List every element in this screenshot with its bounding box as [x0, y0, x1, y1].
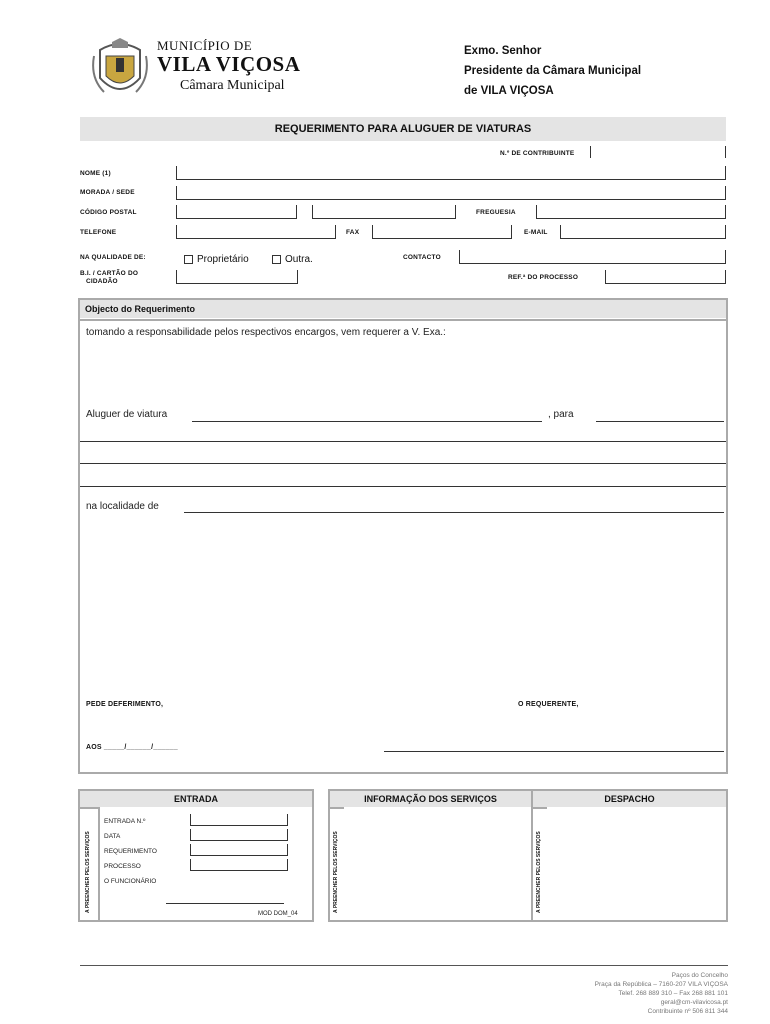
contribuinte-field[interactable]: [590, 146, 726, 158]
freguesia-label: FREGUESIA: [476, 209, 516, 216]
municipality-name: VILA VIÇOSA: [157, 52, 301, 76]
nome-field[interactable]: [176, 166, 726, 180]
para-label: , para: [548, 409, 574, 420]
entrada-side-label: A PREENCHER PELOS SERVIÇOS: [85, 831, 91, 913]
objecto-intro: tomando a responsabilidade pelos respectivos encargos, vem requerer a V. Exa.:: [86, 327, 446, 338]
despacho-section: [531, 789, 728, 922]
outra-checkbox[interactable]: [272, 255, 281, 264]
codigo-postal-field[interactable]: [176, 205, 297, 219]
writing-line-1[interactable]: [80, 441, 726, 442]
bi-label-line1: B.I. / CARTÃO DO: [80, 270, 139, 277]
footer-line-4: geral@cm-vilavicosa.pt: [660, 999, 728, 1006]
outra-label: Outra.: [285, 254, 313, 265]
contacto-label: CONTACTO: [403, 254, 441, 261]
o-requerente: O REQUERENTE,: [518, 701, 579, 708]
informacao-heading: INFORMAÇÃO DOS SERVIÇOS: [330, 791, 531, 807]
entrada-numero-field[interactable]: [190, 814, 288, 826]
municipal-coat-of-arms-logo: [90, 38, 150, 102]
codigo-postal-label: CÓDIGO POSTAL: [80, 209, 137, 216]
aluguer-label: Aluguer de viatura: [86, 409, 168, 420]
entrada-item-processo: PROCESSO: [104, 863, 141, 870]
entrada-heading: ENTRADA: [80, 791, 312, 807]
entrada-item-data: DATA: [104, 833, 121, 840]
localidade-line[interactable]: [184, 512, 724, 513]
localidade-postal-field[interactable]: [312, 205, 456, 219]
entrada-requerimento-field[interactable]: [190, 844, 288, 856]
nome-label: NOME (1): [80, 170, 111, 177]
email-label: E-MAIL: [524, 229, 548, 236]
informacao-side-label: A PREENCHER PELOS SERVIÇOS: [333, 831, 339, 913]
telefone-label: TELEFONE: [80, 229, 117, 236]
writing-line-3[interactable]: [80, 486, 726, 487]
footer-line-5: Contribuinte nº 506 811 344: [647, 1008, 728, 1015]
ref-processo-field[interactable]: [605, 270, 726, 284]
footer-line-3: Telef. 268 889 310 – Fax 268 881 101: [618, 990, 728, 997]
municipality-subtitle: Câmara Municipal: [180, 78, 285, 93]
contribuinte-label: N.º DE CONTRIBUINTE: [500, 150, 575, 157]
objecto-section: [78, 298, 728, 774]
entrada-data-field[interactable]: [190, 829, 288, 841]
outra-option[interactable]: [272, 254, 313, 265]
footer-divider: [80, 965, 728, 966]
proprietario-checkbox[interactable]: [184, 255, 193, 264]
writing-line-2[interactable]: [80, 463, 726, 464]
entrada-item-funcionario: O FUNCIONÁRIO: [104, 878, 157, 885]
address-line-3: de VILA VIÇOSA: [464, 85, 554, 97]
morada-label: MORADA / SEDE: [80, 189, 135, 196]
email-field[interactable]: [560, 225, 726, 239]
address-line-2: Presidente da Câmara Municipal: [464, 65, 642, 77]
objecto-heading-divider: [80, 319, 726, 321]
para-line[interactable]: [596, 421, 724, 422]
objecto-heading: Objecto do Requerimento: [80, 300, 726, 318]
funcionario-signature-line[interactable]: [166, 903, 284, 904]
qualidade-label: NA QUALIDADE DE:: [80, 254, 146, 261]
localidade-label: na localidade de: [86, 501, 159, 512]
signature-line[interactable]: [384, 751, 724, 752]
proprietario-option[interactable]: [184, 254, 249, 265]
model-code: MOD DOM_04: [258, 911, 298, 917]
ref-processo-label: REF.ª DO PROCESSO: [508, 274, 579, 281]
footer-line-2: Praça da República – 7160-207 VILA VIÇOSA: [594, 981, 728, 988]
freguesia-field[interactable]: [536, 205, 726, 219]
fax-label: FAX: [346, 229, 360, 236]
footer-line-1: Paços do Concelho: [671, 972, 728, 979]
pede-deferimento: PEDE DEFERIMENTO,: [86, 701, 164, 708]
telefone-field[interactable]: [176, 225, 336, 239]
fax-field[interactable]: [372, 225, 512, 239]
bi-field[interactable]: [176, 270, 298, 284]
contacto-field[interactable]: [459, 250, 726, 264]
aluguer-line[interactable]: [192, 421, 542, 422]
bi-label-line2: CIDADÃO: [86, 278, 118, 285]
informacao-section: [328, 789, 533, 922]
entrada-item-requerimento: REQUERIMENTO: [104, 848, 157, 855]
aos-date: AOS _____/______/______: [86, 744, 178, 751]
entrada-item-numero: ENTRADA N.º: [104, 818, 146, 825]
municipality-top-text: MUNICÍPIO DE: [157, 38, 253, 53]
despacho-side-label: A PREENCHER PELOS SERVIÇOS: [536, 831, 542, 913]
address-line-1: Exmo. Senhor: [464, 45, 542, 57]
despacho-heading: DESPACHO: [533, 791, 726, 807]
form-title: REQUERIMENTO PARA ALUGUER DE VIATURAS: [80, 117, 726, 141]
proprietario-label: Proprietário: [197, 254, 249, 265]
morada-field[interactable]: [176, 186, 726, 200]
entrada-processo-field[interactable]: [190, 859, 288, 871]
